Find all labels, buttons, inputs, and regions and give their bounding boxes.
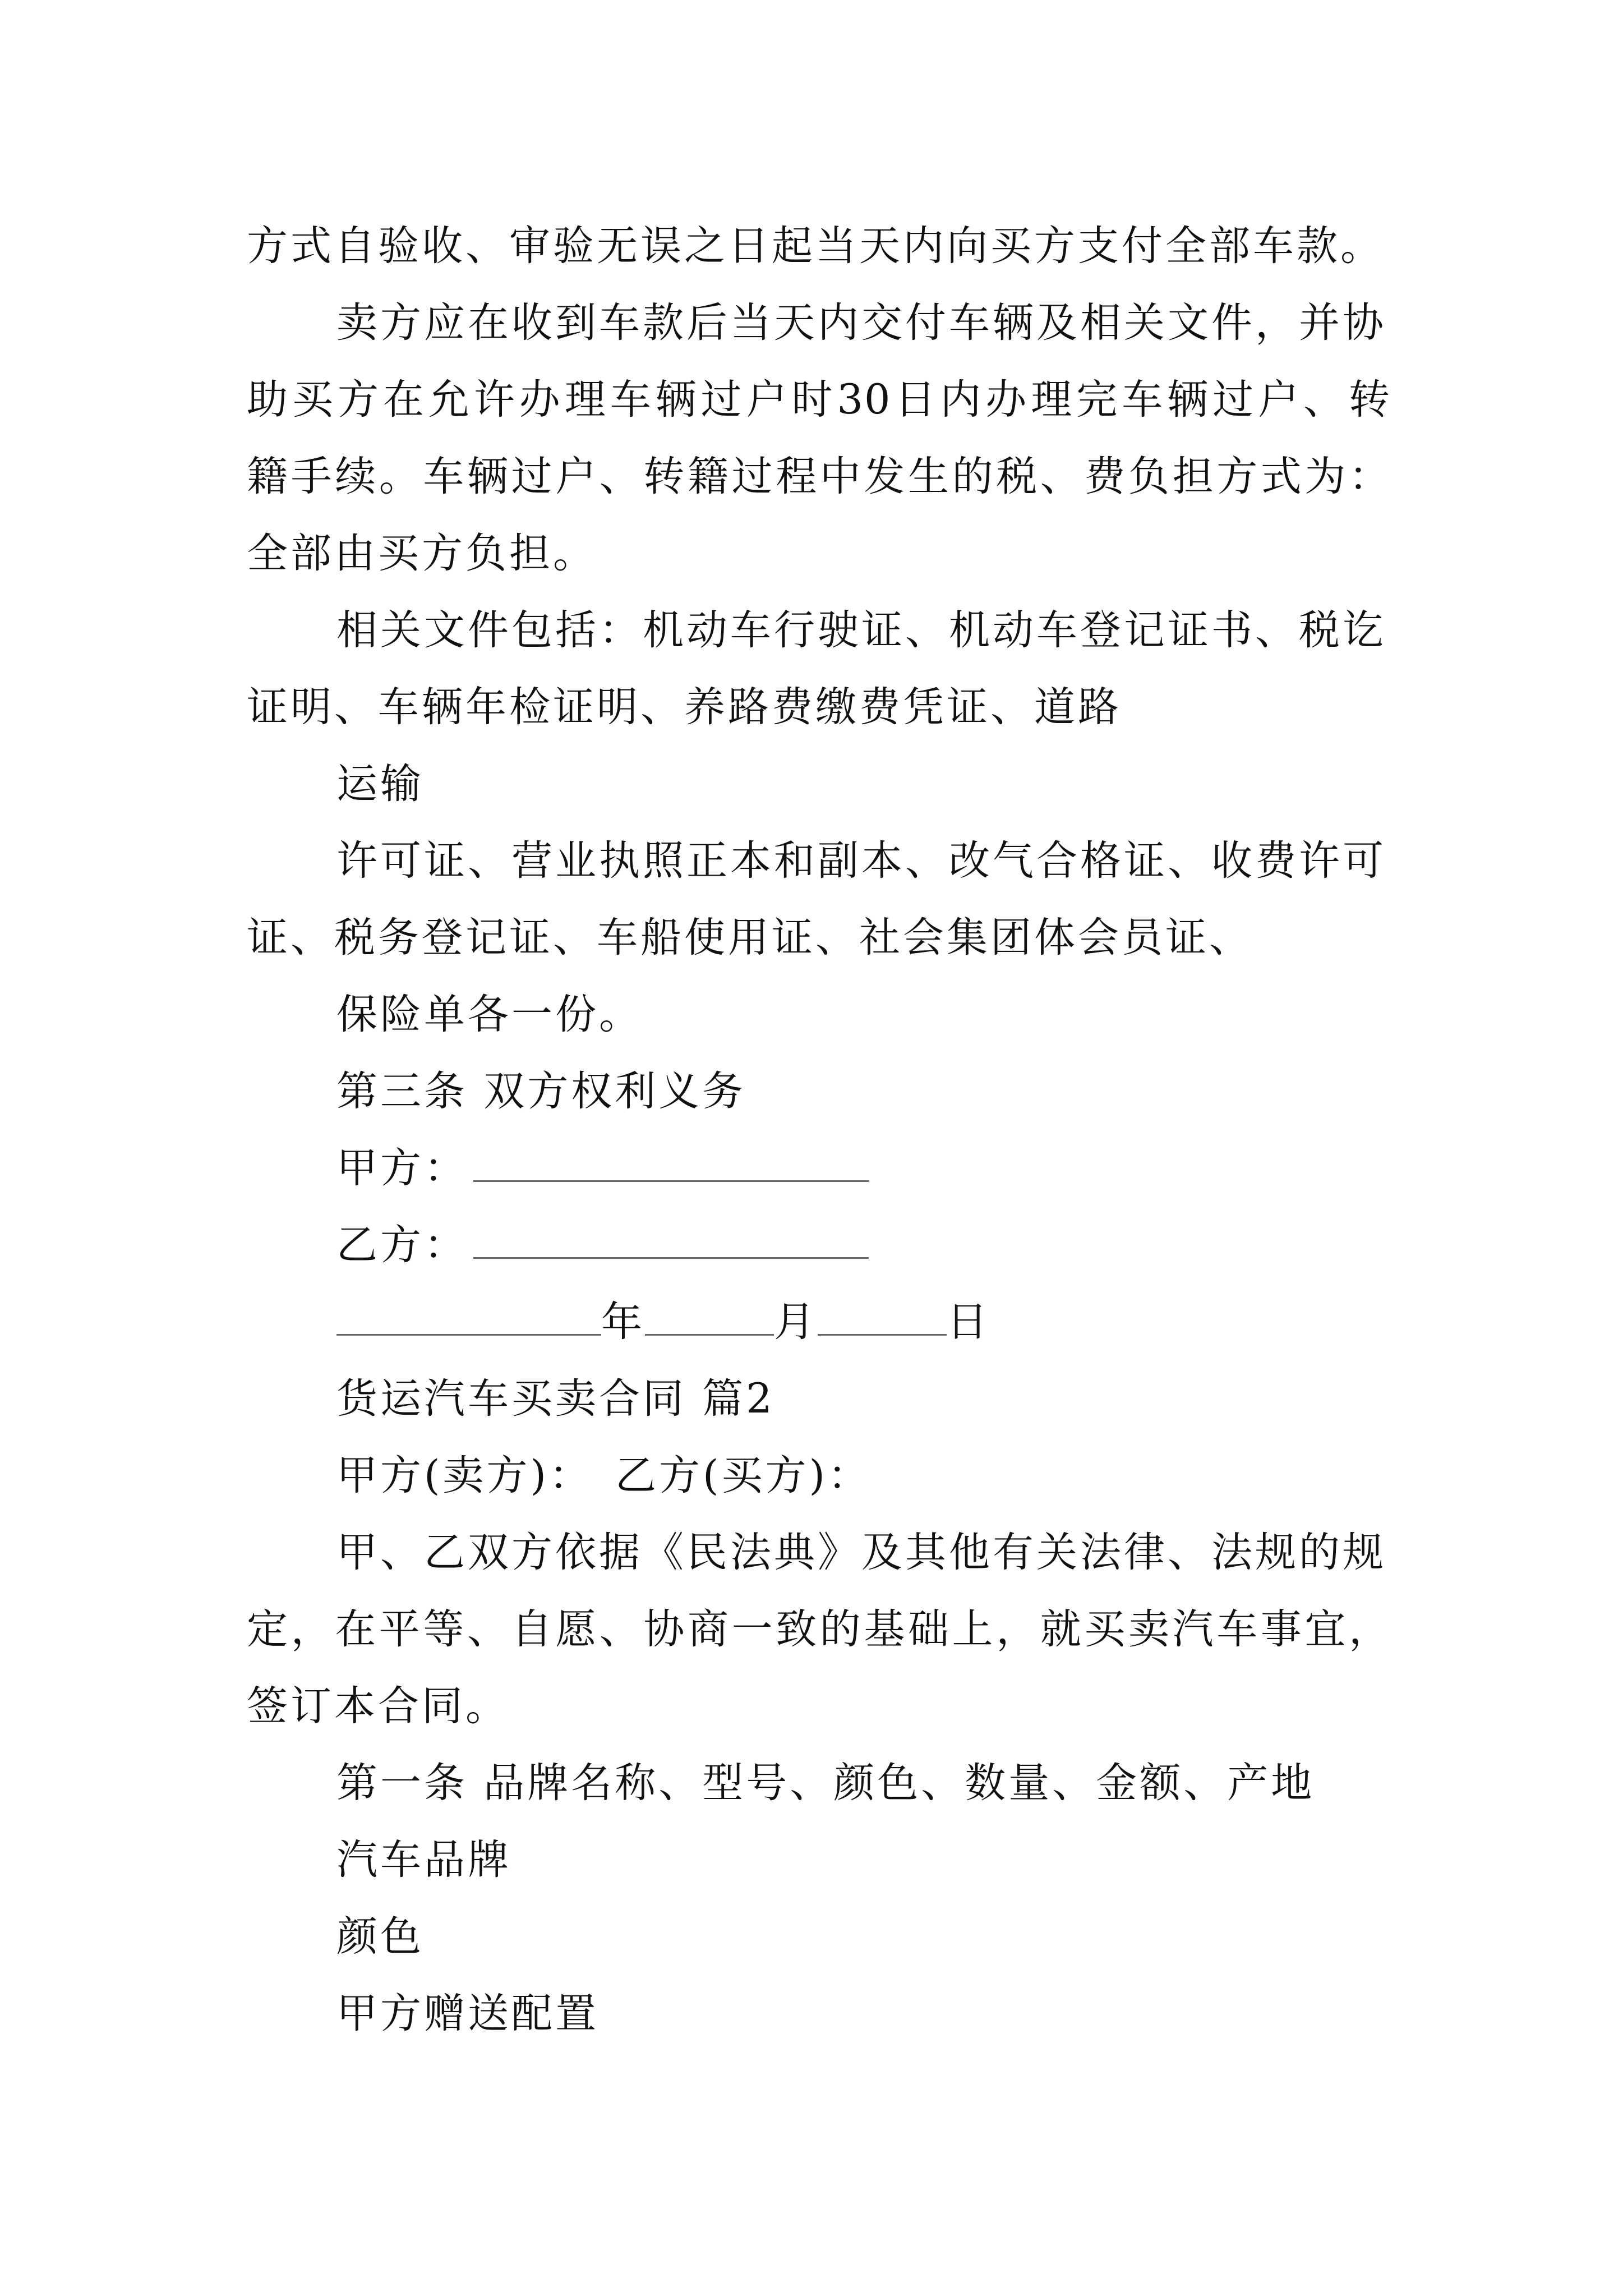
party-a-label: 甲方： [336,1144,468,1192]
party-a-signature-line [247,1130,1391,1207]
paragraph-line: 许可证、营业执照正本和副本、改气合格证、收费许可 [336,837,1386,885]
date-line [247,1283,1391,1360]
paragraph-line: 甲、乙双方依据《民法典》及其他有关法律、法规的规 [336,1529,1386,1576]
paragraph-line: 保险单各一份。 [336,991,643,1038]
year-blank [336,1299,601,1336]
paragraph-line: 证、税务登记证、车船使用证、社会集团体会员证、 [247,914,1253,961]
section-heading: 第一条 品牌名称、型号、颜色、数量、金额、产地 [336,1759,1315,1807]
parties-line [247,1437,1391,1514]
month-blank [645,1299,774,1336]
section-heading: 第三条 双方权利义务 [336,1068,746,1115]
seller-label: 甲方(卖方)： [336,1452,593,1499]
party-b-signature-line [247,1207,1391,1283]
paragraph-line: 助买方在允许办理车辆过户时30日内办理完车辆过户、转 [247,376,1391,424]
month-label: 月 [774,1298,818,1346]
party-b-blank [473,1222,869,1259]
paragraph-line: 方式自验收、审验无误之日起当天内向买方支付全部车款。 [247,222,1384,270]
contract-title: 货运汽车买卖合同 篇2 [336,1375,775,1423]
paragraph-line: 签订本合同。 [247,1682,509,1730]
field-label-color: 颜色 [336,1913,424,1961]
paragraph-line: 全部由买方负担。 [247,530,597,577]
paragraph-line: 卖方应在收到车款后当天内交付车辆及相关文件，并协 [336,299,1386,347]
day-blank [818,1299,947,1336]
year-label: 年 [601,1298,645,1346]
buyer-label: 乙方(买方)： [615,1452,872,1499]
paragraph-line: 定，在平等、自愿、协商一致的基础上，就买卖汽车事宜， [247,1605,1391,1653]
paragraph-line: 证明、车辆年检证明、养路费缴费凭证、道路 [247,683,1122,731]
paragraph-line: 相关文件包括：机动车行驶证、机动车登记证书、税讫 [336,606,1386,654]
field-label-car-brand: 汽车品牌 [336,1836,511,1884]
paragraph-line: 籍手续。车辆过户、转籍过程中发生的税、费负担方式为： [247,453,1391,500]
document-body [247,208,1391,2052]
day-label: 日 [947,1298,990,1346]
party-b-label: 乙方： [336,1221,468,1269]
party-a-blank [473,1145,869,1182]
paragraph-line: 运输 [336,760,424,808]
field-label-gift-config: 甲方赠送配置 [336,1990,599,2037]
